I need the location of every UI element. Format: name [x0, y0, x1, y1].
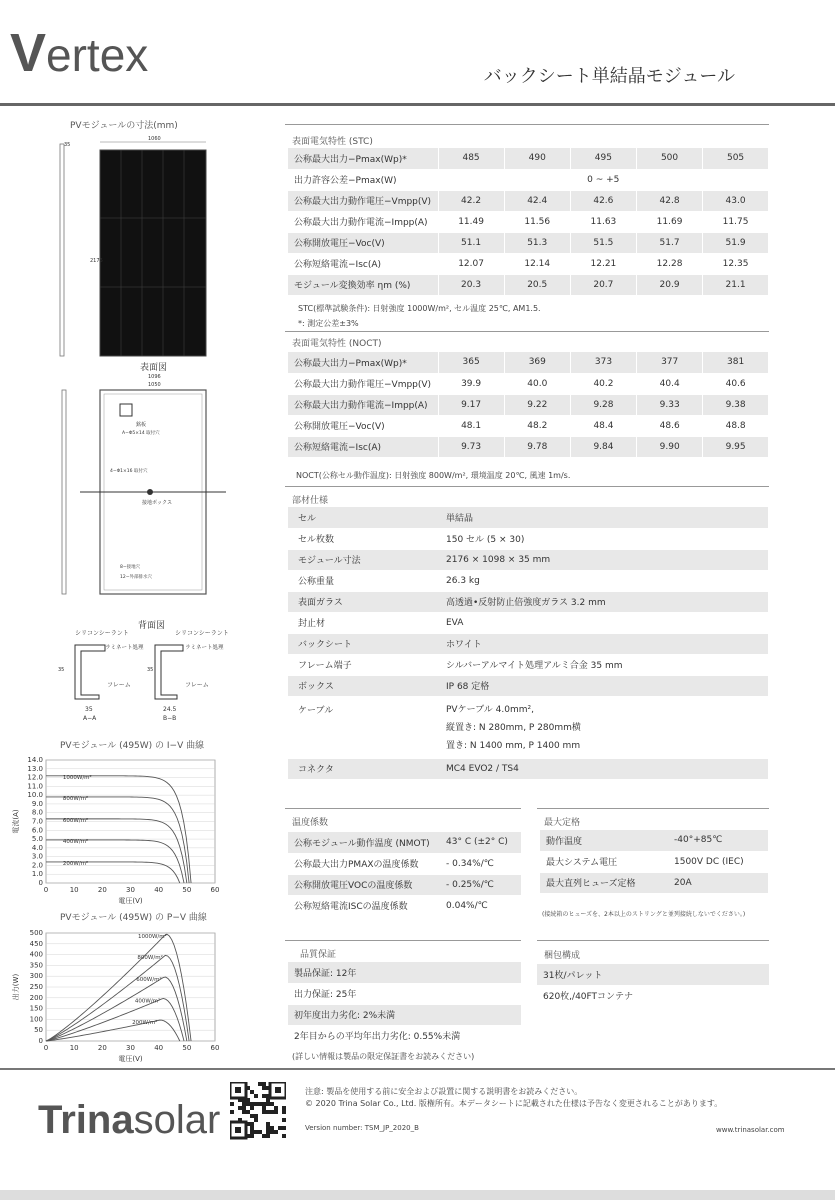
cell-value: 9.22: [504, 394, 570, 415]
y-tick-label: 6.0: [31, 826, 43, 835]
row-label: 公称最大出力動作電圧−Vmpp(V): [288, 373, 438, 394]
dim-w3-label: 1050: [148, 382, 161, 388]
label-ground-hole: 8−接地穴: [120, 565, 141, 570]
row-label: バックシート: [288, 633, 440, 654]
cell-value: 43.0: [703, 190, 768, 211]
cell-value: 48.6: [637, 415, 703, 436]
table-row: [288, 675, 768, 696]
x-tick-label: 20: [97, 886, 107, 894]
x-tick-label: 20: [97, 1044, 107, 1052]
cell-value: 51.3: [504, 232, 570, 253]
logo-trina: Trina: [38, 1098, 134, 1142]
cell-value: 373: [570, 352, 636, 373]
row-value: -40°+85℃: [668, 830, 768, 851]
table-row: [288, 253, 768, 274]
y-tick-label: 9.0: [31, 799, 43, 808]
dim-title: PVモジュールの寸法(mm): [70, 121, 178, 131]
row-label: 公称最大出力PMAXの温度係数: [288, 853, 440, 874]
table-row: [288, 570, 768, 591]
row-label: 最大システム電圧: [540, 851, 668, 872]
cell-value: 42.4: [504, 190, 570, 211]
y-tick-label: 250: [29, 983, 43, 991]
row-text: 初年度出力劣化: 2%未満: [288, 1004, 521, 1025]
parts-top-rule: [285, 486, 769, 487]
x-tick-label: 50: [182, 1044, 192, 1052]
label-mount-hole-a: A−Φ5×14 取付穴: [122, 431, 160, 436]
x-axis-label: 電圧(V): [118, 1055, 143, 1063]
row-label: 最大直列ヒューズ定格: [540, 872, 668, 893]
label-d35-a: 35: [58, 667, 65, 673]
footer-copyright: © 2020 Trina Solar Co., Ltd. 版権所有。本データシートに記載された仕様は予告なく変更されることがあります。: [305, 1099, 723, 1108]
table-row: [288, 612, 768, 633]
table-row: [288, 436, 768, 457]
cell-value: 40.6: [703, 373, 768, 394]
table-row: [288, 654, 768, 675]
cell-value: 9.78: [504, 436, 570, 457]
cell-value: 9.38: [703, 394, 768, 415]
table-row: [540, 872, 768, 893]
row-label: 公称開放電圧−Voc(V): [288, 415, 438, 436]
y-tick-label: 5.0: [31, 835, 43, 844]
cable-line: PVケーブル 4.0mm²,: [446, 704, 534, 715]
row-value: 26.3 kg: [440, 570, 768, 591]
packing-title: 梱包構成: [544, 951, 581, 961]
cell-value: 12.14: [504, 253, 570, 274]
y-tick-label: 200: [29, 993, 43, 1002]
x-tick-label: 60: [210, 886, 220, 894]
max-table: [540, 830, 768, 894]
row-value: 43° C (±2° C): [440, 832, 521, 853]
label-laminate-a: ラミネート処理: [105, 645, 144, 651]
table-row: [288, 352, 768, 373]
table-row: [537, 964, 769, 985]
label-d35-b: 35: [147, 667, 154, 673]
row-label: 封止材: [288, 612, 440, 633]
cell-value: 40.0: [504, 373, 570, 394]
row-label: セル: [288, 507, 440, 528]
footer-url[interactable]: www.trinasolar.com: [716, 1126, 785, 1134]
y-tick-label: 0: [38, 879, 43, 887]
y-tick-label: 500: [29, 929, 43, 937]
row-value: 0.04%/℃: [440, 895, 521, 916]
noct-title: 表面電気特性 (NOCT): [292, 339, 382, 349]
row-text: 31枚/パレット: [537, 964, 769, 985]
logo-rest: ertex: [46, 29, 149, 81]
cell-value: 11.63: [570, 211, 636, 232]
warranty-top-rule: [285, 940, 521, 941]
cell-value: 369: [504, 352, 570, 373]
y-tick-label: 100: [29, 1015, 43, 1024]
cell-value: 9.73: [438, 436, 504, 457]
row-label: セル枚数: [288, 528, 440, 549]
label-junction-box: 接地ボックス: [142, 500, 172, 506]
row-value: EVA: [440, 612, 768, 633]
x-tick-label: 10: [69, 886, 79, 894]
y-tick-label: 2.0: [31, 861, 43, 870]
cell-value: 377: [637, 352, 703, 373]
y-tick-label: 4.0: [31, 843, 43, 852]
y-tick-label: 10.0: [27, 791, 43, 800]
y-tick-label: 13.0: [27, 764, 43, 773]
cell-value: 490: [504, 148, 570, 169]
x-tick-label: 0: [43, 886, 49, 894]
cell-value: 495: [570, 148, 636, 169]
table-row: [288, 591, 768, 612]
x-axis-label: 電圧(V): [118, 897, 143, 905]
table-row: [540, 830, 768, 851]
packing-top-rule: [537, 940, 769, 941]
row-value: 20A: [668, 872, 768, 893]
table-row: [288, 1025, 521, 1046]
table-row: [540, 851, 768, 872]
front-view-drawing: [50, 132, 230, 372]
row-label: 公称短絡電流ISCの温度係数: [288, 895, 440, 916]
max-top-rule: [537, 808, 769, 809]
table-row: [288, 549, 768, 570]
row-value: MC4 EVO2 / TS4: [440, 758, 768, 779]
bottom-strip: [0, 1190, 835, 1200]
series-label: 600W/m²: [136, 976, 162, 983]
label-mount-hole-b: 4−Φ1×16 取付穴: [110, 469, 148, 474]
cell-value: 9.95: [703, 436, 768, 457]
pv-chart-title: PVモジュール (495W) の P−V 曲線: [60, 913, 207, 923]
y-tick-label: 450: [29, 939, 43, 948]
series-label: 200W/m²: [62, 860, 89, 867]
stc-table: [288, 148, 768, 296]
dim-w2-label: 1096: [148, 374, 161, 380]
cable-line: 縦置き: N 280mm, P 280mm横: [446, 722, 581, 733]
iv-chart-title: PVモジュール (495W) の I−V 曲線: [60, 741, 205, 751]
x-tick-label: 40: [154, 1044, 164, 1052]
table-row: [288, 633, 768, 654]
y-tick-label: 350: [29, 961, 43, 970]
cell-value: 51.5: [570, 232, 636, 253]
row-label: ボックス: [288, 675, 440, 696]
series-label: 1000W/m²: [62, 774, 92, 781]
cell-value: 51.7: [636, 232, 702, 253]
cell-value: 21.1: [703, 274, 768, 295]
cell-value: 48.8: [703, 415, 768, 436]
vertex-logo: [10, 22, 148, 84]
row-value: 高透過•反射防止倍強度ガラス 3.2 mm: [440, 591, 768, 612]
row-text: 出力保証: 25年: [288, 983, 521, 1004]
table-row: [288, 373, 768, 394]
cell-value: 20.3: [438, 274, 504, 295]
label-silicone-b: シリコンシーラント: [175, 630, 229, 637]
y-tick-label: 150: [29, 1004, 43, 1013]
row-label: 公称短絡電流−Isc(A): [288, 253, 438, 274]
row-value: 2176 × 1098 × 35 mm: [440, 549, 768, 570]
cell-value: 11.49: [438, 211, 504, 232]
row-label: ケーブル: [288, 696, 440, 758]
cell-value: 12.21: [570, 253, 636, 274]
x-tick-label: 10: [69, 1044, 79, 1052]
x-tick-label: 40: [154, 886, 164, 894]
footer-caution: 注意: 製品を使用する前に安全および設置に関する説明書をお読みください。: [305, 1087, 583, 1096]
series-label: 800W/m²: [62, 795, 89, 802]
y-tick-label: 50: [34, 1026, 43, 1035]
cell-value: 9.17: [438, 394, 504, 415]
series-label: 200W/m²: [132, 1020, 158, 1027]
y-tick-label: 0: [38, 1037, 43, 1045]
label-drain-hole: 12−外部排水穴: [120, 575, 152, 580]
y-tick-label: 3.0: [31, 852, 43, 861]
cell-value: 48.1: [438, 415, 504, 436]
row-label: モジュール変換効率 ηm (%): [288, 274, 438, 295]
temp-title: 温度係数: [292, 818, 329, 828]
table-row: [288, 853, 521, 874]
series-label: 800W/m²: [137, 955, 163, 962]
row-text: 2年目からの平均年出力劣化: 0.55%未満: [288, 1025, 521, 1046]
row-label: 公称開放電圧VOCの温度係数: [288, 874, 440, 895]
table-row: [288, 507, 768, 528]
series-label: 1000W/m²: [137, 934, 167, 941]
y-tick-label: 400: [29, 950, 43, 959]
row-label: 表面ガラス: [288, 591, 440, 612]
table-row: [537, 985, 769, 1006]
row-label: 公称短絡電流−Isc(A): [288, 436, 438, 457]
y-tick-label: 11.0: [27, 782, 43, 791]
series-label: 600W/m²: [62, 817, 89, 824]
label-d35-bottom: 35: [85, 706, 93, 713]
dim-thickness-label: 35: [64, 142, 71, 148]
y-tick-label: 7.0: [31, 817, 43, 826]
pv-chart: [10, 925, 225, 1065]
trinasolar-logo: [38, 1098, 220, 1143]
iv-chart: [10, 752, 225, 907]
row-value: 1500V DC (IEC): [668, 851, 768, 872]
max-note: (接続箱のヒューズを、2本以上のストリングと並列接続しないでください。): [542, 911, 746, 918]
row-label: コネクタ: [288, 758, 440, 779]
cell-value: 20.7: [570, 274, 636, 295]
cable-line: 置き: N 1400 mm, P 1400 mm: [446, 740, 581, 751]
cell-value: 485: [438, 148, 504, 169]
row-label: 公称開放電圧−Voc(V): [288, 232, 438, 253]
page-subtitle: バックシート単結晶モジュール: [483, 66, 735, 87]
temp-table: [288, 832, 521, 917]
cell-value: 40.4: [637, 373, 703, 394]
stc-note-tolerance: *: 測定公差±3%: [298, 319, 359, 328]
table-row: [288, 1004, 521, 1025]
cell-value: 12.28: [636, 253, 702, 274]
table-row: [288, 758, 768, 779]
front-view-label: 表面図: [140, 363, 168, 373]
stc-top-rule: [285, 124, 769, 125]
cell-value: 365: [438, 352, 504, 373]
label-frame-b: フレーム: [185, 682, 209, 689]
y-tick-label: 8.0: [31, 808, 43, 817]
footer-version: Version number: TSM_JP_2020_B: [305, 1124, 419, 1132]
row-label: 公称重量: [288, 570, 440, 591]
label-silicone-a: シリコンシーラント: [75, 630, 129, 637]
label-d245: 24.5: [163, 706, 177, 713]
series-label: 400W/m²: [62, 838, 89, 845]
table-row: [288, 211, 768, 232]
warranty-table: [288, 962, 521, 1047]
row-label: 出力許容公差−Pmax(W): [288, 169, 438, 190]
y-tick-label: 14.0: [27, 756, 43, 764]
parts-table: [288, 507, 768, 780]
y-tick-label: 300: [29, 972, 43, 981]
cell-value: 42.2: [438, 190, 504, 211]
cell-value: 11.56: [504, 211, 570, 232]
cell-value: 9.90: [637, 436, 703, 457]
cell-value: 0 ~ +5: [438, 169, 768, 190]
table-row: [288, 895, 521, 916]
cell-value: 51.1: [438, 232, 504, 253]
cell-value: 20.9: [636, 274, 702, 295]
label-section-b: B−B: [163, 715, 177, 722]
packing-table: [537, 964, 769, 1007]
cell-value: 48.4: [570, 415, 636, 436]
cell-value: 9.84: [570, 436, 636, 457]
table-row: [288, 415, 768, 436]
table-row: [288, 274, 768, 295]
table-row: [288, 169, 768, 190]
cell-value: 505: [703, 148, 768, 169]
row-value: IP 68 定格: [440, 675, 768, 696]
x-tick-label: 30: [126, 1044, 135, 1052]
row-label: 動作温度: [540, 830, 668, 851]
cell-value: 42.8: [636, 190, 702, 211]
cell-value: 9.28: [570, 394, 636, 415]
x-tick-label: 60: [210, 1044, 220, 1052]
dim-width-label: 1060: [148, 136, 161, 142]
max-title: 最大定格: [544, 818, 581, 828]
cell-value: 500: [636, 148, 702, 169]
row-label: 公称最大出力動作電流−Impp(A): [288, 211, 438, 232]
x-tick-label: 0: [43, 1044, 49, 1052]
row-label: 公称最大出力−Pmax(Wp)*: [288, 148, 438, 169]
row-label: 公称最大出力動作電圧−Vmpp(V): [288, 190, 438, 211]
label-section-a: A−A: [83, 715, 97, 722]
x-tick-label: 50: [182, 886, 192, 894]
stc-note-conditions: STC(標準試験条件): 日射強度 1000W/m², セル温度 25℃, AM1.5.: [298, 304, 541, 313]
back-view-drawing: [50, 372, 240, 612]
table-row: [288, 394, 768, 415]
row-text: 620枚,/40FTコンテナ: [537, 985, 769, 1006]
y-tick-label: 1.0: [31, 870, 43, 879]
cell-value: 51.9: [703, 232, 768, 253]
cell-value: 39.9: [438, 373, 504, 394]
parts-title: 部材仕様: [292, 496, 329, 506]
cell-value: 9.33: [637, 394, 703, 415]
table-row: [288, 696, 768, 758]
y-axis-label: 電流(A): [12, 809, 20, 834]
header-divider: [0, 103, 835, 106]
cell-value: 40.2: [570, 373, 636, 394]
row-value: - 0.34%/℃: [440, 853, 521, 874]
cell-value: 48.2: [504, 415, 570, 436]
logo-solar: solar: [133, 1098, 221, 1142]
table-row: [288, 983, 521, 1004]
row-label: 公称最大出力−Pmax(Wp)*: [288, 352, 438, 373]
row-text: 製品保証: 12年: [288, 962, 521, 983]
cell-value: 12.35: [703, 253, 768, 274]
x-tick-label: 30: [126, 886, 135, 894]
temp-top-rule: [285, 808, 521, 809]
row-label: 公称モジュール動作温度 (NMOT): [288, 832, 440, 853]
noct-note: NOCT(公称セル動作温度): 日射強度 800W/m², 環境温度 20℃, 風速 1m/s.: [296, 471, 571, 480]
logo-initial: V: [10, 23, 47, 83]
y-tick-label: 12.0: [27, 773, 43, 782]
cell-value: 11.75: [703, 211, 768, 232]
table-row: [288, 832, 521, 853]
row-value: ホワイト: [440, 633, 768, 654]
row-value: - 0.25%/℃: [440, 874, 521, 895]
back-view-label: 背面図: [138, 621, 166, 631]
y-axis-label: 出力(W): [12, 973, 20, 1001]
label-laminate-b: ラミネート処理: [185, 645, 224, 651]
row-label: モジュール寸法: [288, 549, 440, 570]
section-drawing: [55, 627, 245, 727]
dim-height-label: 2176: [90, 258, 103, 264]
table-row: [288, 528, 768, 549]
label-frame-a: フレーム: [107, 682, 131, 689]
stc-title: 表面電気特性 (STC): [292, 137, 373, 147]
series-label: 400W/m²: [134, 998, 161, 1005]
cell-value: 20.5: [504, 274, 570, 295]
row-label: 公称最大出力動作電流−Impp(A): [288, 394, 438, 415]
row-value: シルバーアルマイト処理アルミ合金 35 mm: [440, 654, 768, 675]
warranty-title: 品質保証: [300, 950, 337, 960]
row-value: 単結晶: [440, 507, 768, 528]
table-row: [288, 148, 768, 169]
table-row: [288, 962, 521, 983]
qr-code-icon: [230, 1082, 286, 1140]
table-row: [288, 190, 768, 211]
cell-value: 42.6: [570, 190, 636, 211]
cell-value: 381: [703, 352, 768, 373]
row-label: フレーム端子: [288, 654, 440, 675]
noct-table: [288, 352, 768, 458]
table-row: [288, 232, 768, 253]
row-value: [440, 696, 768, 758]
cell-value: 11.69: [636, 211, 702, 232]
table-row: [288, 874, 521, 895]
cell-value: 12.07: [438, 253, 504, 274]
noct-top-rule: [285, 331, 769, 332]
label-nameplate: 銘板: [136, 422, 147, 428]
row-value: 150 セル (5 × 30): [440, 528, 768, 549]
warranty-note: (詳しい情報は製品の限定保証書をお読みください): [292, 1052, 475, 1061]
